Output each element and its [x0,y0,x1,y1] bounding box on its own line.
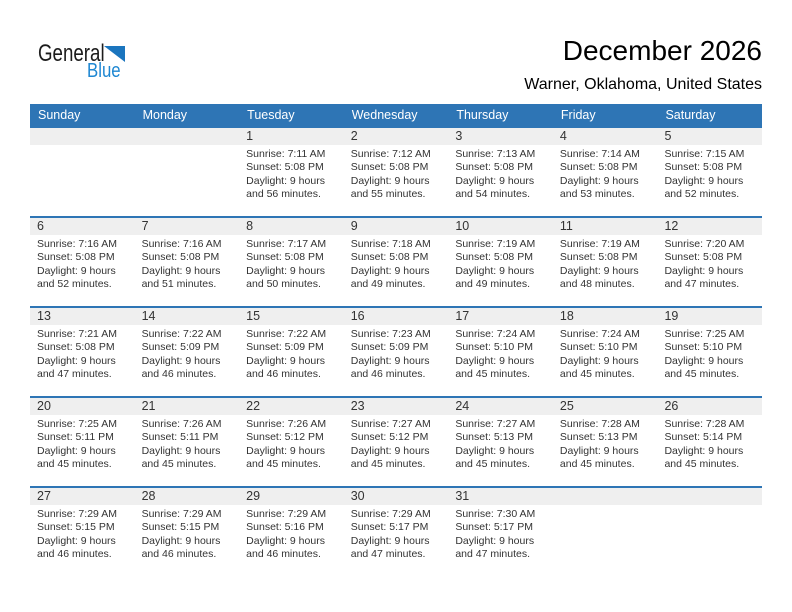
day-cell-empty [135,128,240,216]
sunset-line: Sunset: 5:08 PM [246,251,324,264]
daylight-line: Daylight: 9 hours and 46 minutes. [141,354,221,381]
week-row-4 [30,396,762,486]
sunset-line: Sunset: 5:12 PM [246,431,324,444]
weekday-header-row [30,104,762,126]
sunrise-line: Sunrise: 7:29 AM [246,508,327,520]
title-block [524,36,762,94]
daylight-line: Daylight: 9 hours and 45 minutes. [455,444,535,471]
day-number: 15 [239,308,344,325]
sunrise-line: Sunrise: 7:26 AM [246,418,327,430]
day-details [239,415,344,472]
sunrise-line: Sunrise: 7:22 AM [141,328,222,340]
sunset-line: Sunset: 5:17 PM [350,521,429,534]
daylight-line: Daylight: 9 hours and 45 minutes. [246,444,325,471]
sunset-line: Sunset: 5:15 PM [141,521,220,534]
day-number: 12 [657,218,762,235]
sunset-line: Sunset: 5:08 PM [37,341,115,354]
day-details [239,325,344,382]
day-cell-28 [135,488,240,571]
sunrise-line: Sunrise: 7:16 AM [37,238,117,250]
day-cell-31 [448,488,553,571]
sunset-line: Sunset: 5:08 PM [246,161,324,174]
sunrise-line: Sunrise: 7:23 AM [350,328,431,340]
daylight-line: Daylight: 9 hours and 53 minutes. [559,174,639,201]
page-subtitle: Warner, Oklahoma, United States [524,76,762,93]
day-number: 6 [30,218,135,235]
day-cell-23 [344,398,449,486]
day-cell-7 [135,218,240,306]
sunset-line: Sunset: 5:08 PM [455,161,533,174]
sunset-line: Sunset: 5:08 PM [664,161,743,174]
daylight-line: Daylight: 9 hours and 47 minutes. [455,534,535,561]
day-cell-empty [30,128,135,216]
sunrise-line: Sunrise: 7:18 AM [350,238,431,250]
day-number-empty [135,128,240,145]
sunset-line: Sunset: 5:11 PM [37,431,114,444]
sunrise-line: Sunrise: 7:16 AM [141,238,222,250]
week-row-1 [30,126,762,216]
sunrise-line: Sunrise: 7:29 AM [37,508,117,520]
day-cell-9 [344,218,449,306]
daylight-line: Daylight: 9 hours and 46 minutes. [141,534,221,561]
day-cell-10 [448,218,553,306]
daylight-line: Daylight: 9 hours and 47 minutes. [350,534,430,561]
sunset-line: Sunset: 5:16 PM [246,521,324,534]
day-number-empty [30,128,135,145]
sunset-line: Sunset: 5:11 PM [141,431,219,444]
day-cell-15 [239,308,344,396]
sunrise-line: Sunrise: 7:25 AM [37,418,117,430]
sunset-line: Sunset: 5:17 PM [455,521,533,534]
sunrise-line: Sunrise: 7:13 AM [455,148,536,160]
calendar-body [30,126,762,571]
day-number: 9 [344,218,449,235]
day-number: 21 [135,398,240,415]
daylight-line: Daylight: 9 hours and 48 minutes. [559,264,639,291]
day-number: 28 [135,488,240,505]
daylight-line: Daylight: 9 hours and 45 minutes. [37,444,116,471]
general-blue-logo [38,40,138,82]
day-number: 31 [448,488,553,505]
daylight-line: Daylight: 9 hours and 50 minutes. [246,264,325,291]
day-cell-empty [553,488,658,571]
day-details [239,145,344,202]
day-number: 20 [30,398,135,415]
day-number-empty [657,488,762,505]
week-row-3 [30,306,762,396]
day-cell-25 [553,398,658,486]
daylight-line: Daylight: 9 hours and 45 minutes. [141,444,221,471]
sunrise-line: Sunrise: 7:29 AM [350,508,431,520]
day-cell-2 [344,128,449,216]
day-number-empty [553,488,658,505]
day-details [448,235,553,292]
day-details [135,505,240,562]
day-cell-26 [657,398,762,486]
sunset-line: Sunset: 5:10 PM [664,341,743,354]
day-cell-24 [448,398,553,486]
day-details [344,415,449,472]
day-cell-17 [448,308,553,396]
sunrise-line: Sunrise: 7:25 AM [664,328,745,340]
sunset-line: Sunset: 5:09 PM [141,341,220,354]
sunset-line: Sunset: 5:10 PM [559,341,638,354]
daylight-line: Daylight: 9 hours and 49 minutes. [455,264,535,291]
day-number: 18 [553,308,658,325]
sunrise-line: Sunrise: 7:17 AM [246,238,327,250]
daylight-line: Daylight: 9 hours and 49 minutes. [350,264,430,291]
day-number: 10 [448,218,553,235]
day-details [239,235,344,292]
day-cell-14 [135,308,240,396]
sunset-line: Sunset: 5:14 PM [664,431,743,444]
day-details [657,145,762,202]
logo-text-general: General [38,40,105,67]
day-number: 22 [239,398,344,415]
day-number: 1 [239,128,344,145]
sunrise-line: Sunrise: 7:11 AM [246,148,326,160]
sunrise-line: Sunrise: 7:28 AM [559,418,640,430]
day-cell-11 [553,218,658,306]
day-number: 13 [30,308,135,325]
week-row-2 [30,216,762,306]
sunrise-line: Sunrise: 7:24 AM [559,328,640,340]
daylight-line: Daylight: 9 hours and 51 minutes. [141,264,221,291]
sunrise-line: Sunrise: 7:27 AM [455,418,536,430]
day-details [344,145,449,202]
daylight-line: Daylight: 9 hours and 45 minutes. [559,444,639,471]
sunset-line: Sunset: 5:08 PM [350,161,429,174]
daylight-line: Daylight: 9 hours and 56 minutes. [246,174,325,201]
day-cell-19 [657,308,762,396]
day-cell-13 [30,308,135,396]
day-details [30,415,135,472]
daylight-line: Daylight: 9 hours and 46 minutes. [246,534,325,561]
weekday-saturday: Saturday [665,108,716,122]
day-details [448,145,553,202]
sunrise-line: Sunrise: 7:12 AM [350,148,431,160]
daylight-line: Daylight: 9 hours and 54 minutes. [455,174,535,201]
day-number: 26 [657,398,762,415]
sunrise-line: Sunrise: 7:15 AM [664,148,745,160]
day-details [344,235,449,292]
sunrise-line: Sunrise: 7:27 AM [350,418,431,430]
sunrise-line: Sunrise: 7:19 AM [559,238,640,250]
sunset-line: Sunset: 5:15 PM [37,521,115,534]
daylight-line: Daylight: 9 hours and 47 minutes. [37,354,116,381]
sunrise-line: Sunrise: 7:28 AM [664,418,745,430]
sunrise-line: Sunrise: 7:21 AM [37,328,117,340]
weekday-tuesday: Tuesday [247,108,295,122]
day-cell-21 [135,398,240,486]
weekday-thursday: Thursday [456,108,509,122]
day-number: 27 [30,488,135,505]
sunset-line: Sunset: 5:08 PM [37,251,115,264]
weekday-sunday: Sunday [38,108,81,122]
day-number: 30 [344,488,449,505]
sunrise-line: Sunrise: 7:29 AM [141,508,222,520]
sunset-line: Sunset: 5:09 PM [350,341,429,354]
day-cell-8 [239,218,344,306]
daylight-line: Daylight: 9 hours and 47 minutes. [664,264,744,291]
sunset-line: Sunset: 5:08 PM [455,251,533,264]
day-details [30,505,135,562]
sunset-line: Sunset: 5:12 PM [350,431,429,444]
day-details [135,415,240,472]
daylight-line: Daylight: 9 hours and 45 minutes. [455,354,535,381]
day-details [553,145,658,202]
daylight-line: Daylight: 9 hours and 52 minutes. [37,264,116,291]
weekday-friday: Friday [560,108,596,122]
sunrise-line: Sunrise: 7:20 AM [664,238,745,250]
day-number: 25 [553,398,658,415]
sunset-line: Sunset: 5:08 PM [559,161,638,174]
daylight-line: Daylight: 9 hours and 55 minutes. [350,174,430,201]
day-number: 29 [239,488,344,505]
day-number: 23 [344,398,449,415]
day-cell-empty [657,488,762,571]
day-details [657,415,762,472]
day-cell-5 [657,128,762,216]
day-details [30,235,135,292]
day-details [135,325,240,382]
logo-text-blue: Blue [87,60,121,82]
day-number: 5 [657,128,762,145]
day-cell-6 [30,218,135,306]
daylight-line: Daylight: 9 hours and 46 minutes. [246,354,325,381]
day-details [344,505,449,562]
sunrise-line: Sunrise: 7:22 AM [246,328,327,340]
day-cell-22 [239,398,344,486]
day-cell-30 [344,488,449,571]
day-number: 16 [344,308,449,325]
sunset-line: Sunset: 5:08 PM [141,251,220,264]
week-row-5 [30,486,762,571]
day-details [553,325,658,382]
day-details [657,235,762,292]
sunrise-line: Sunrise: 7:14 AM [559,148,640,160]
weekday-monday: Monday [142,108,188,122]
day-details [448,415,553,472]
day-details [553,235,658,292]
weekday-wednesday: Wednesday [351,108,418,122]
day-cell-12 [657,218,762,306]
day-details [135,235,240,292]
daylight-line: Daylight: 9 hours and 45 minutes. [664,444,744,471]
sunrise-line: Sunrise: 7:19 AM [455,238,536,250]
day-cell-4 [553,128,658,216]
day-details [344,325,449,382]
sunrise-line: Sunrise: 7:24 AM [455,328,536,340]
day-details [553,415,658,472]
sunset-line: Sunset: 5:08 PM [664,251,743,264]
day-details [657,325,762,382]
day-number: 7 [135,218,240,235]
sunrise-line: Sunrise: 7:26 AM [141,418,222,430]
day-details [239,505,344,562]
sunset-line: Sunset: 5:09 PM [246,341,324,354]
day-cell-18 [553,308,658,396]
sunset-line: Sunset: 5:10 PM [455,341,533,354]
sunset-line: Sunset: 5:13 PM [559,431,638,444]
sunset-line: Sunset: 5:13 PM [455,431,533,444]
day-cell-1 [239,128,344,216]
day-number: 24 [448,398,553,415]
day-number: 11 [553,218,658,235]
day-number: 2 [344,128,449,145]
day-cell-20 [30,398,135,486]
daylight-line: Daylight: 9 hours and 52 minutes. [664,174,744,201]
day-number: 19 [657,308,762,325]
daylight-line: Daylight: 9 hours and 45 minutes. [350,444,430,471]
day-number: 14 [135,308,240,325]
day-number: 8 [239,218,344,235]
daylight-line: Daylight: 9 hours and 45 minutes. [559,354,639,381]
sunset-line: Sunset: 5:08 PM [350,251,429,264]
day-cell-27 [30,488,135,571]
day-details [448,325,553,382]
daylight-line: Daylight: 9 hours and 46 minutes. [37,534,116,561]
daylight-line: Daylight: 9 hours and 46 minutes. [350,354,430,381]
sunrise-line: Sunrise: 7:30 AM [455,508,536,520]
day-number: 3 [448,128,553,145]
sunset-line: Sunset: 5:08 PM [559,251,638,264]
daylight-line: Daylight: 9 hours and 45 minutes. [664,354,744,381]
day-cell-3 [448,128,553,216]
day-details [30,325,135,382]
day-number: 4 [553,128,658,145]
day-cell-29 [239,488,344,571]
day-cell-16 [344,308,449,396]
page-title: December 2026 [562,35,762,66]
day-number: 17 [448,308,553,325]
day-details [448,505,553,562]
calendar-table [30,104,762,571]
